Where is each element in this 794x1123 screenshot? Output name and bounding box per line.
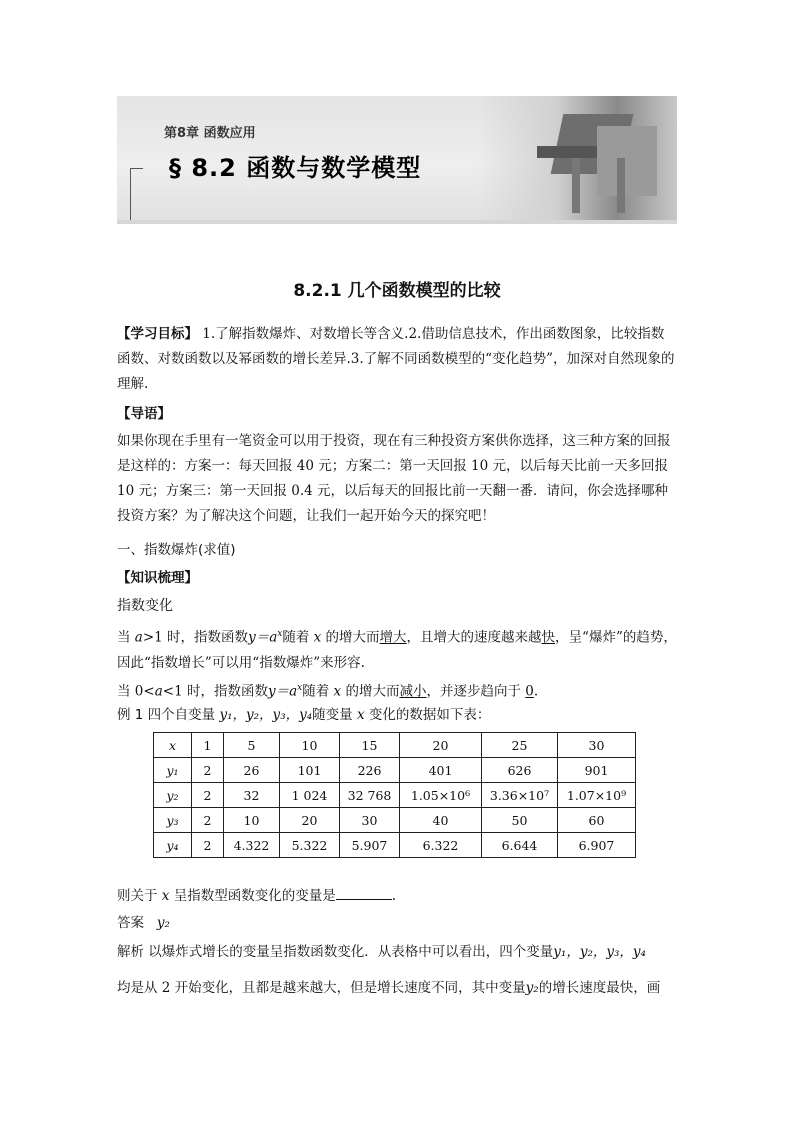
banner-decor-line [130,168,143,221]
table-cell: 5 [224,733,280,758]
table-cell: 2 [192,833,224,858]
exponent: x [297,683,303,693]
text: 当 [117,629,135,646]
table-cell: 1 [192,733,224,758]
text: 均是从 2 开始变化，且都是越来越大，但是增长速度不同，其中变量 [117,980,526,996]
table-cell: 5.322 [280,833,340,858]
var: x [161,888,170,904]
table-cell: 10 [280,733,340,758]
table-cell: 4.322 [224,833,280,858]
exponent: x [277,629,283,639]
text: 当 0< [117,683,155,700]
text: >1 时，指数函数 [142,629,249,646]
table-cell: 5.907 [340,833,400,858]
text: 随着 [302,683,334,700]
table-cell: 20 [400,733,482,758]
concept-title: 指数变化 [117,598,173,614]
text: ，且增大的速度越来越 [406,629,542,646]
table-cell: y₃ [166,812,179,828]
table-header-row [154,733,636,758]
formula: y＝a [248,629,278,646]
var: x [333,683,342,700]
building-photo [477,96,677,220]
text: ，并逐步趋向于 [426,683,526,700]
table-cell: 30 [558,733,636,758]
knowledge-label: 【知识梳理】 [117,570,198,586]
text: . [391,888,397,904]
text: 以爆炸式增长的变量呈指数函数变化．从表格中可以看出，四个变量 [144,944,554,960]
answer-blank[interactable] [336,885,392,900]
chapter-label: 第8章 函数应用 [164,126,256,141]
var: a [154,683,163,700]
table-cell: 2 [192,758,224,783]
table-cell: y₁ [166,762,179,778]
section-title: § 8.2 函数与数学模型 [169,154,422,182]
table-cell: 101 [280,758,340,783]
table-cell: 2 [192,808,224,833]
var-list: y₁，y₂，y₃，y₄ [553,944,646,960]
key-term: 快 [541,629,556,646]
example-question [117,884,677,909]
table-cell: 6.322 [400,833,482,858]
example-label: 例 1 [117,707,144,723]
table-cell: 226 [340,758,400,783]
table-cell: 30 [340,808,400,833]
text: 的增长速度最快，画 [538,980,661,996]
table-cell: 3.36×10⁷ [482,783,558,808]
analysis-line-2 [117,976,677,1001]
answer-line [117,911,677,936]
objectives-text: 1.了解指数爆炸、对数增长等含义.2.借助信息技术，作出函数图象，比较指数函数、对数函数以及幂函数的增长差异.3.了解不同函数模型的“变化趋势”，加深对自然现象的理解. [117,326,675,392]
table-cell: 1.07×10⁹ [558,783,636,808]
table-cell: 20 [280,808,340,833]
text: 的增大而 [321,629,380,646]
intro-text: 如果你现在手里有一笔资金可以用于投资，现在有三种投资方案供你选择，这三种方案的回报是这样的：方案一：每天回报 40 元；方案二：第一天回报 10 元，以后每天比前一天多回报 10 元；方案三：第一天回报 0.4 元，以后每天的回报比前一天翻一番．请问，你会选择哪种投资方案？为了解决这个问题，让我们一起开始今天的探究吧！ [117,433,671,524]
table-cell: 2 [192,783,224,808]
table-row [154,833,636,858]
table-cell: 10 [224,808,280,833]
table-cell: x [168,737,177,753]
table-cell: 15 [340,733,400,758]
rule-exponential-decay [117,676,677,705]
rule-exponential-growth [117,622,677,676]
table-row [154,758,636,783]
data-table [153,732,636,858]
table-cell: 50 [482,808,558,833]
text: 随变量 [312,707,357,723]
var: y₂ [525,980,539,996]
text: <1 时，指数函数 [162,683,268,700]
subsection-title: 8.2.1 几个函数模型的比较 [293,281,501,301]
var: x [313,629,322,646]
table-row [154,808,636,833]
objectives-label: 【学习目标】 [117,326,198,342]
text: 的增大而 [341,683,400,700]
var-list: y₁，y₂，y₃，y₄ [219,707,313,723]
table-cell: 60 [558,808,636,833]
text: 呈指数型函数变化的变量是 [169,888,336,904]
key-term: 0 [525,683,534,700]
learning-objectives [117,322,677,397]
example-intro [117,703,677,728]
part-heading: 一、指数爆炸(求值) [117,542,236,558]
analysis-label: 解析 [117,944,144,960]
table-cell: 1.05×10⁶ [400,783,482,808]
text: 随着 [282,629,314,646]
table-cell: y₂ [166,787,179,803]
table-cell: 6.907 [558,833,636,858]
banner-bottom-bar [117,220,677,224]
table-cell: 32 768 [340,783,400,808]
answer-label: 答案 [117,915,144,931]
table-cell: 26 [224,758,280,783]
table-cell: 401 [400,758,482,783]
table-cell: y₄ [166,837,179,853]
table-row [154,783,636,808]
table-cell: 6.644 [482,833,558,858]
table-cell: 25 [482,733,558,758]
text: 四个自变量 [143,707,220,723]
table-cell: 1 024 [280,783,340,808]
chapter-banner [117,96,677,220]
text: 则关于 [117,888,162,904]
var: a [134,629,143,646]
text: ，呈“爆炸”的趋势，因此“指数增长”可以用“指数爆炸”来形容. [117,629,677,671]
table-cell: 626 [482,758,558,783]
table-cell: 32 [224,783,280,808]
analysis-line-1 [117,940,677,965]
answer-value: y₂ [156,915,170,931]
table-cell: 901 [558,758,636,783]
key-term: 增大 [379,629,407,646]
table-cell: 40 [400,808,482,833]
key-term: 减小 [399,683,427,700]
formula: y＝a [267,683,298,700]
intro-label: 【导语】 [117,406,171,422]
text: . [533,683,539,700]
text: 变化的数据如下表： [364,707,491,723]
var: x [356,707,365,723]
